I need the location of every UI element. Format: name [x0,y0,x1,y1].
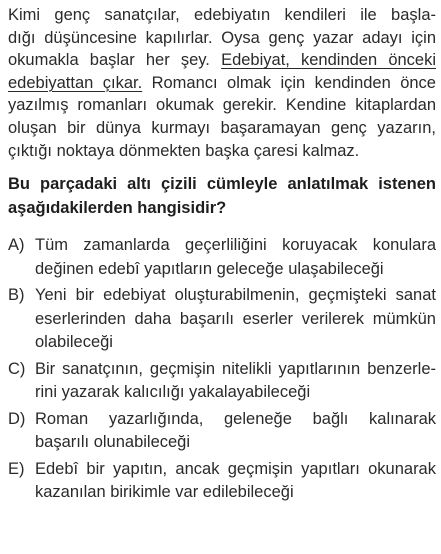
passage-paragraph [8,4,436,162]
option-line: kazanılan birikimle var edilebileceği [35,483,294,502]
option-c[interactable] [8,358,436,405]
option-line: rini yazarak kalıcılığı yakalayabileceği [35,383,311,402]
option-line: Tüm zamanlarda geçerliliğini koruyacak konulara [35,236,436,255]
passage-line [8,4,436,27]
passage-line [8,49,436,72]
passage-line-text: Romancı olmak için kendinden önce [142,73,436,92]
option-text [35,234,436,281]
passage-line [8,140,436,163]
option-text [35,284,436,355]
question-stem-line: Bu parçadaki altı çizili cümleyle anlatılmak istenen [8,175,436,194]
option-line: Roman yazarlığında, geleneğe bağlı kalınarak [35,409,436,428]
passage-line [8,94,436,117]
passage-line-text: oluşan bir dünya kurmayı başaramayan genç yazarın, [8,118,436,137]
underlined-sentence-part: Edebiyat, kendinden önceki [221,51,436,70]
question-block [8,4,436,508]
option-letter: A) [8,236,25,255]
option-line: başarılı olunabileceği [35,433,191,452]
question-stem [8,172,436,220]
option-line: Edebî bir yapıtın, ancak geçmişin yapıtları okunarak [35,459,436,478]
option-line: Yeni bir edebiyat oluşturabilmenin, geçmişteki sanat [35,286,436,305]
option-a[interactable] [8,234,436,281]
option-line: eserlerinden daha başarılı eserler verilerek mümkün [35,309,436,328]
option-letter: C) [8,359,26,378]
passage-line-text: yazılmış romanları okumak gerekir. Kendine kitaplardan [8,96,436,115]
option-letter: D) [8,409,26,428]
passage-line [8,27,436,50]
answer-options [8,234,436,505]
option-text [35,358,436,405]
option-text [35,408,436,455]
option-e[interactable] [8,458,436,505]
passage-line [8,72,436,95]
passage-line-text: çıktığı noktaya dönmekten başka çaresi kalmaz. [8,141,360,160]
underlined-sentence-part: edebiyattan çıkar. [8,73,143,92]
passage-line-text: Kimi genç sanatçılar, edebiyatın kendileri ile başla- [8,6,436,24]
question-stem-line: aşağıdakilerden hangisidir? [8,199,227,218]
option-text [35,458,436,505]
option-line: Bir sanatçının, geçmişin nitelikli yapıtlarının benzerle- [35,359,436,378]
option-d[interactable] [8,408,436,455]
option-letter: E) [8,459,25,478]
option-line: değinen edebî yapıtların geleceğe ulaşabileceği [35,259,384,278]
passage-line-text: okumakla başlar her şey. [8,51,222,70]
option-letter: B) [8,286,25,305]
option-line: olabileceği [35,333,113,352]
option-b[interactable] [8,284,436,355]
passage-line-text: dığı düşüncesine kapılırlar. Oysa genç yazar adayı için [8,28,436,47]
passage-line [8,117,436,140]
